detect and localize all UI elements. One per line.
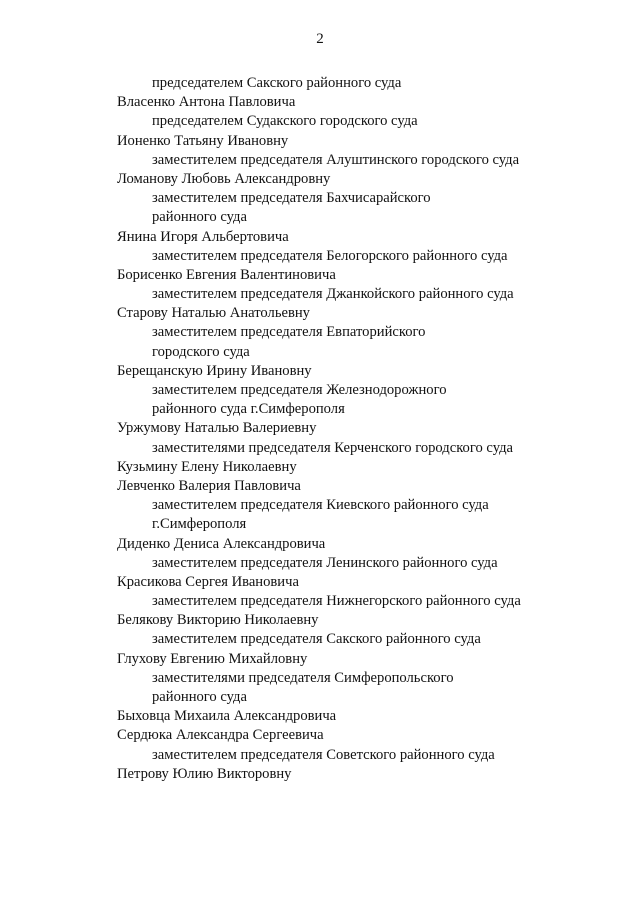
position-line: заместителем председателя Киевского районного суда xyxy=(152,497,489,514)
position-line: городского суда xyxy=(152,343,250,360)
person-name-line: Глухову Евгению Михайловну xyxy=(117,650,308,667)
position-line: председателем Сакского районного суда xyxy=(152,75,402,91)
person-name-line: Диденко Дениса Александровича xyxy=(117,535,326,552)
person-name-line: Белякову Викторию Николаевну xyxy=(117,612,319,629)
position-line: заместителем председателя Джанкойского районного суда xyxy=(152,286,514,303)
position-line: заместителем председателя Советского районного суда xyxy=(152,746,495,763)
page-number: 2 xyxy=(316,31,324,47)
person-name-line: Уржумову Наталью Валериевну xyxy=(117,420,317,437)
person-name-line: Сердюка Александра Сергеевича xyxy=(117,727,324,744)
position-line: районного суда xyxy=(152,689,247,705)
position-line: заместителем председателя Нижнегорского районного суда xyxy=(152,593,521,610)
position-line: заместителем председателя Алуштинского городского суда xyxy=(152,151,520,168)
person-name-line: Быховца Михаила Александровича xyxy=(117,708,337,725)
position-line: заместителем председателя Ленинского районного суда xyxy=(152,554,498,571)
position-line: председателем Судакского городского суда xyxy=(152,113,418,130)
person-name-line: Красикова Сергея Ивановича xyxy=(117,573,299,590)
person-name-line: Кузьмину Елену Николаевну xyxy=(117,458,297,475)
position-line: заместителем председателя Сакского районного суда xyxy=(152,631,481,648)
person-name-line: Янина Игоря Альбертовича xyxy=(117,228,289,245)
position-line: заместителями председателя Керченского городского суда xyxy=(152,439,513,456)
position-line: заместителями председателя Симферопольского xyxy=(152,669,454,686)
person-name-line: Ломанову Любовь Александровну xyxy=(117,170,331,187)
appointments-list xyxy=(0,74,640,784)
position-line: заместителем председателя Железнодорожного xyxy=(152,382,447,398)
person-name-line: Старову Наталью Анатольевну xyxy=(117,305,310,322)
position-line: заместителем председателя Бахчисарайского xyxy=(152,190,431,207)
person-name-line: Левченко Валерия Павловича xyxy=(117,477,301,494)
position-line: районного суда xyxy=(152,209,247,226)
position-line: г.Симферополя xyxy=(152,516,247,533)
person-name-line: Борисенко Евгения Валентиновича xyxy=(117,266,336,283)
position-line: заместителем председателя Белогорского районного суда xyxy=(152,247,508,264)
person-name-line: Ионенко Татьяну Ивановну xyxy=(117,132,289,149)
person-name-line: Берещанскую Ирину Ивановну xyxy=(117,362,312,379)
person-name-line: Петрову Юлию Викторовну xyxy=(117,765,292,782)
position-line: районного суда г.Симферополя xyxy=(152,401,345,418)
person-name-line: Власенко Антона Павловича xyxy=(117,94,296,111)
position-line: заместителем председателя Евпаторийского xyxy=(152,324,426,341)
